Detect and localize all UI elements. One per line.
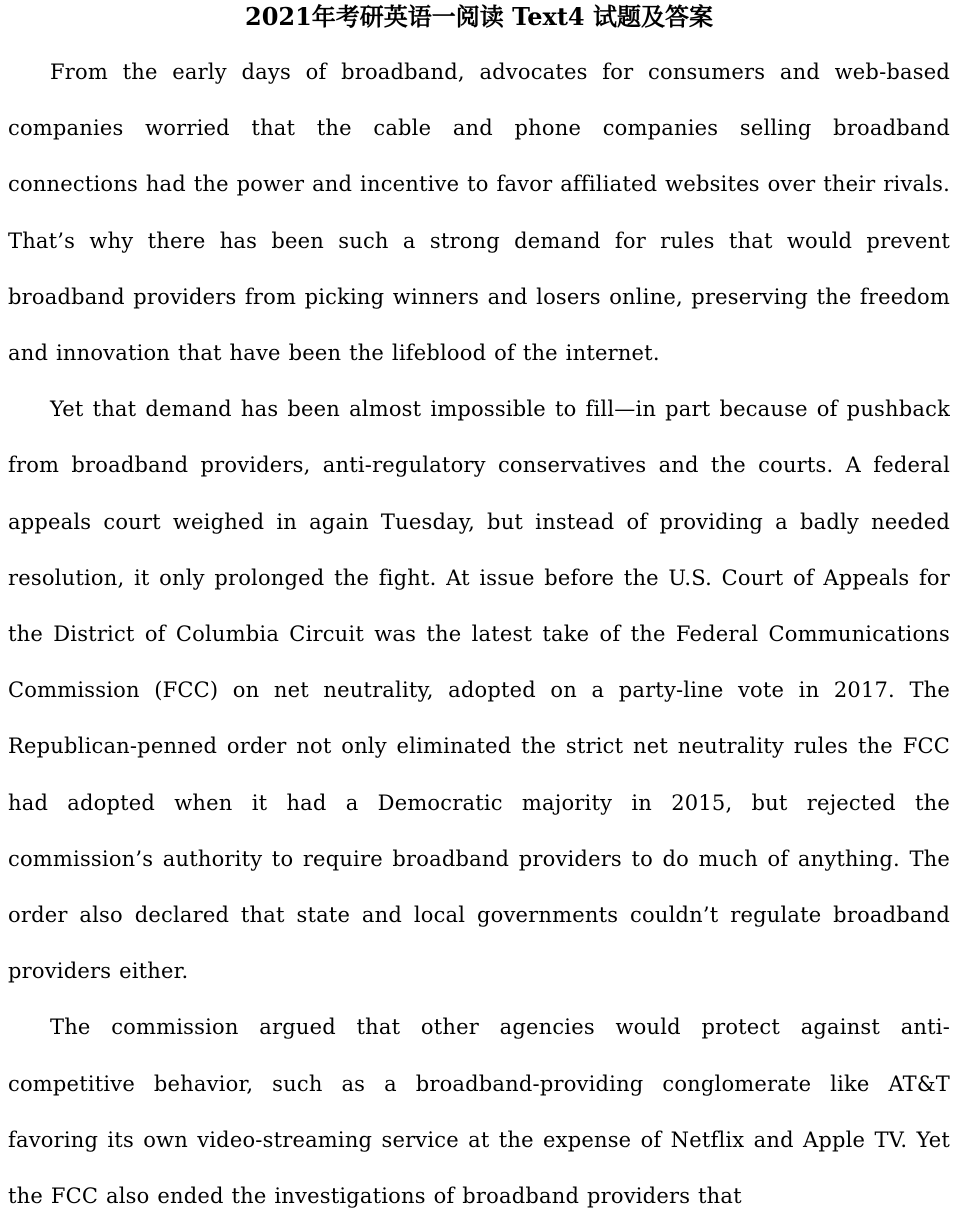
paragraph-3: The commission argued that other agencies would protect against anti-competitive behavior, such as a broadband-providing conglomerate like AT&T favoring its own video-streaming service at the expense of Netflix and Apple TV. Yet the FCC also ended the investigations of broadband providers that <box>8 1015 950 1209</box>
paragraph-2: Yet that demand has been almost impossible to fill—in part because of pushback from broadband providers, anti-regulatory conservatives and the courts. A federal appeals court weighed in again Tuesday, but instead of providing a badly needed resolution, it only prolonged the fight. At issue before the U.S. Court of Appeals for the District of Columbia Circuit was the latest take of the Federal Communications Commission (FCC) on net neutrality, adopted on a party-line vote in 2017. The Republican-penned order not only eliminated the strict net neutrality rules the FCC had adopted when it had a Democratic majority in 2015, but rejected the commission’s authority to require broadband providers to do much of anything. The order also declared that state and local governments couldn’t regulate broadband providers either. <box>8 397 950 984</box>
document-page <box>8 0 950 1224</box>
paragraph-1: From the early days of broadband, advocates for consumers and web-based companies worried that the cable and phone companies selling broadband connections had the power and incentive to favor affiliated websites over their rivals. That’s why there has been such a strong demand for rules that would prevent broadband providers from picking winners and losers online, preserving the freedom and innovation that have been the lifeblood of the internet. <box>8 60 950 366</box>
document-title: 2021年考研英语一阅读 Text4 试题及答案 <box>245 2 713 31</box>
